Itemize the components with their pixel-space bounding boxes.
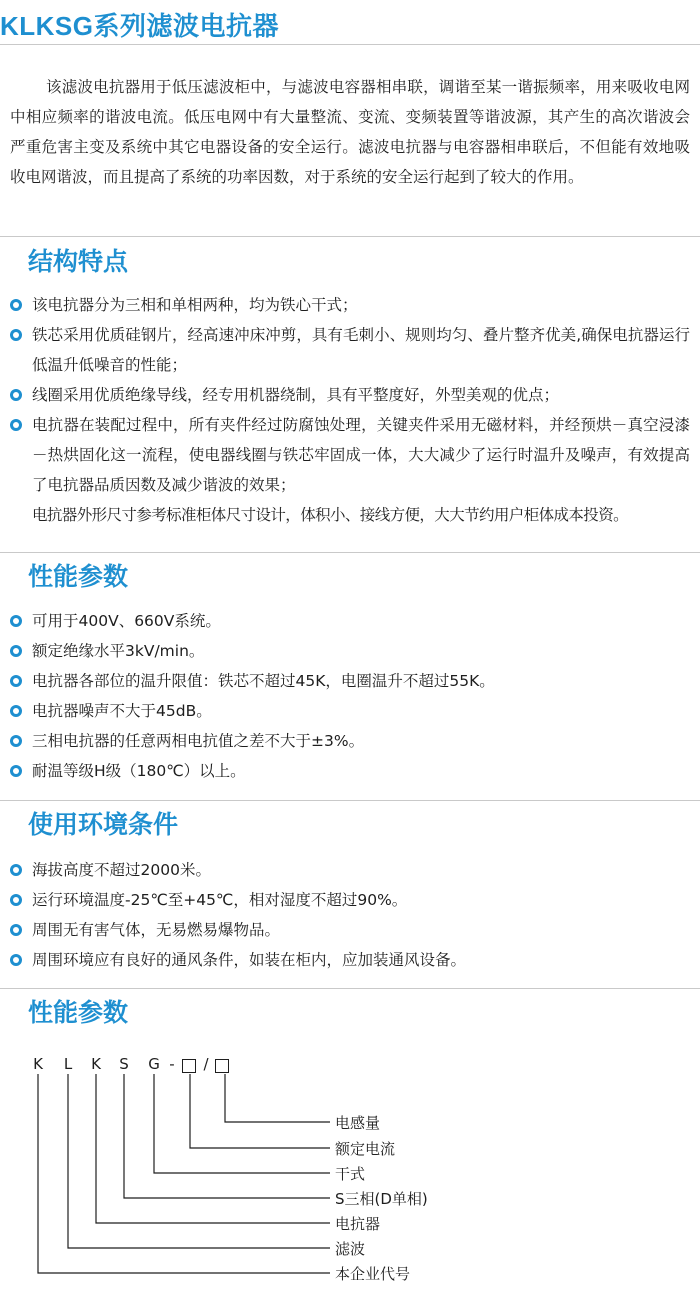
model-letter-g: G	[148, 1055, 160, 1073]
bullet-icon	[10, 705, 22, 717]
list-item-text: 额定绝缘水平3kV/min。	[32, 642, 205, 660]
list-item-text: 电抗器噪声不大于45dB。	[32, 702, 212, 720]
list-item-text: 运行环境温度-25℃至+45℃，相对湿度不超过90%。	[32, 891, 408, 909]
environment-list	[10, 855, 690, 975]
list-note-text: 电抗器外形尺寸参考标准柜体尺寸设计，体积小、接线方便，大大节约用户柜体成本投资。	[32, 506, 629, 524]
list-item	[10, 756, 690, 786]
bullet-icon	[10, 419, 22, 431]
list-note	[10, 500, 690, 530]
list-item-text: 海拔高度不超过2000米。	[32, 861, 211, 879]
section-divider	[0, 988, 700, 989]
list-item	[10, 606, 690, 636]
list-item-text: 三相电抗器的任意两相电抗值之差不大于±3%。	[32, 732, 365, 750]
list-item	[10, 726, 690, 756]
list-item	[10, 945, 690, 975]
label-rated-current: 额定电流	[335, 1140, 396, 1158]
list-item	[10, 915, 690, 945]
bullet-icon	[10, 329, 22, 341]
bullet-icon	[10, 924, 22, 936]
section-divider	[0, 552, 700, 553]
list-item	[10, 885, 690, 915]
list-item	[10, 855, 690, 885]
list-item-text: 耐温等级H级（180℃）以上。	[32, 762, 246, 780]
list-item-text: 铁芯采用优质硅钢片，经高速冲床冲剪，具有毛刺小、规则均匀、叠片整齐优美,确保电抗器运行低温升低噪音的性能；	[32, 326, 690, 374]
section-heading-performance: 性能参数	[28, 562, 129, 591]
bullet-icon	[10, 894, 22, 906]
label-dry-type: 干式	[335, 1165, 366, 1183]
section-heading-structure: 结构特点	[28, 247, 129, 276]
structure-list	[10, 290, 690, 530]
list-item	[10, 636, 690, 666]
label-company-code: 本企业代号	[335, 1265, 411, 1283]
list-item-text: 电抗器各部位的温升限值：铁芯不超过45K，电圈温升不超过55K。	[32, 672, 495, 690]
connector-dry	[154, 1074, 330, 1173]
page-title: KLKSG系列滤波电抗器	[0, 11, 280, 41]
bullet-icon	[10, 389, 22, 401]
title-divider	[0, 44, 700, 45]
bullet-icon	[10, 645, 22, 657]
list-item-text: 该电抗器分为三相和单相两种，均为铁心干式；	[32, 296, 358, 314]
label-phase: S三相(D单相)	[335, 1190, 428, 1208]
list-item-text: 线圈采用优质绝缘导线，经专用机器绕制，具有平整度好，外型美观的优点；	[32, 386, 560, 404]
model-letter-k2: K	[91, 1055, 101, 1073]
model-letter-s: S	[119, 1055, 129, 1073]
bullet-icon	[10, 299, 22, 311]
list-item	[10, 696, 690, 726]
label-reactor: 电抗器	[335, 1215, 381, 1233]
list-item	[10, 380, 690, 410]
list-item	[10, 666, 690, 696]
list-item-text: 周围环境应有良好的通风条件，如装在柜内，应加装通风设备。	[32, 951, 467, 969]
model-letter-k: K	[33, 1055, 43, 1073]
section-heading-environment: 使用环境条件	[28, 810, 179, 839]
bullet-icon	[10, 675, 22, 687]
list-item	[10, 410, 690, 500]
list-item	[10, 290, 690, 320]
list-item-text: 电抗器在装配过程中，所有夹件经过防腐蚀处理，关键夹件采用无磁材料，并经预烘－真空浸漆－热烘固化这一流程，使电器线圈与铁芯牢固成一体，大大减少了运行时温升及噪声，有效提高了电抗器品质因数及减少谐波的效果；	[32, 416, 690, 494]
connector-filter	[68, 1074, 330, 1248]
bullet-icon	[10, 954, 22, 966]
label-inductance: 电感量	[335, 1114, 381, 1132]
list-item-text: 可用于400V、660V系统。	[32, 612, 221, 630]
model-letter-l: L	[63, 1055, 73, 1073]
model-slash: /	[203, 1055, 209, 1073]
connector-current	[190, 1074, 330, 1148]
bullet-icon	[10, 735, 22, 747]
section-divider	[0, 236, 700, 237]
section-heading-model: 性能参数	[28, 998, 129, 1027]
list-item-text: 周围无有害气体，无易燃易爆物品。	[32, 921, 281, 939]
intro-paragraph: 该滤波电抗器用于低压滤波柜中，与滤波电容器相串联，调谐至某一谐振频率，用来吸收电网中相应频率的谐波电流。低压电网中有大量整流、变流、变频装置等谐波源，其产生的高次谐波会严重危害主变及系统中其它电器设备的安全运行。滤波电抗器与电容器相串联后，不但能有效地吸收电网谐波，而且提高了系统的功率因数，对于系统的安全运行起到了较大的作用。	[10, 78, 690, 186]
performance-list	[10, 606, 690, 786]
label-filter: 滤波	[335, 1240, 366, 1258]
section-divider	[0, 800, 700, 801]
model-dash: -	[169, 1055, 175, 1073]
list-item	[10, 320, 690, 380]
connector-inductance	[225, 1074, 330, 1122]
connector-phase	[124, 1074, 330, 1198]
bullet-icon	[10, 765, 22, 777]
bullet-icon	[10, 615, 22, 627]
bullet-icon	[10, 864, 22, 876]
